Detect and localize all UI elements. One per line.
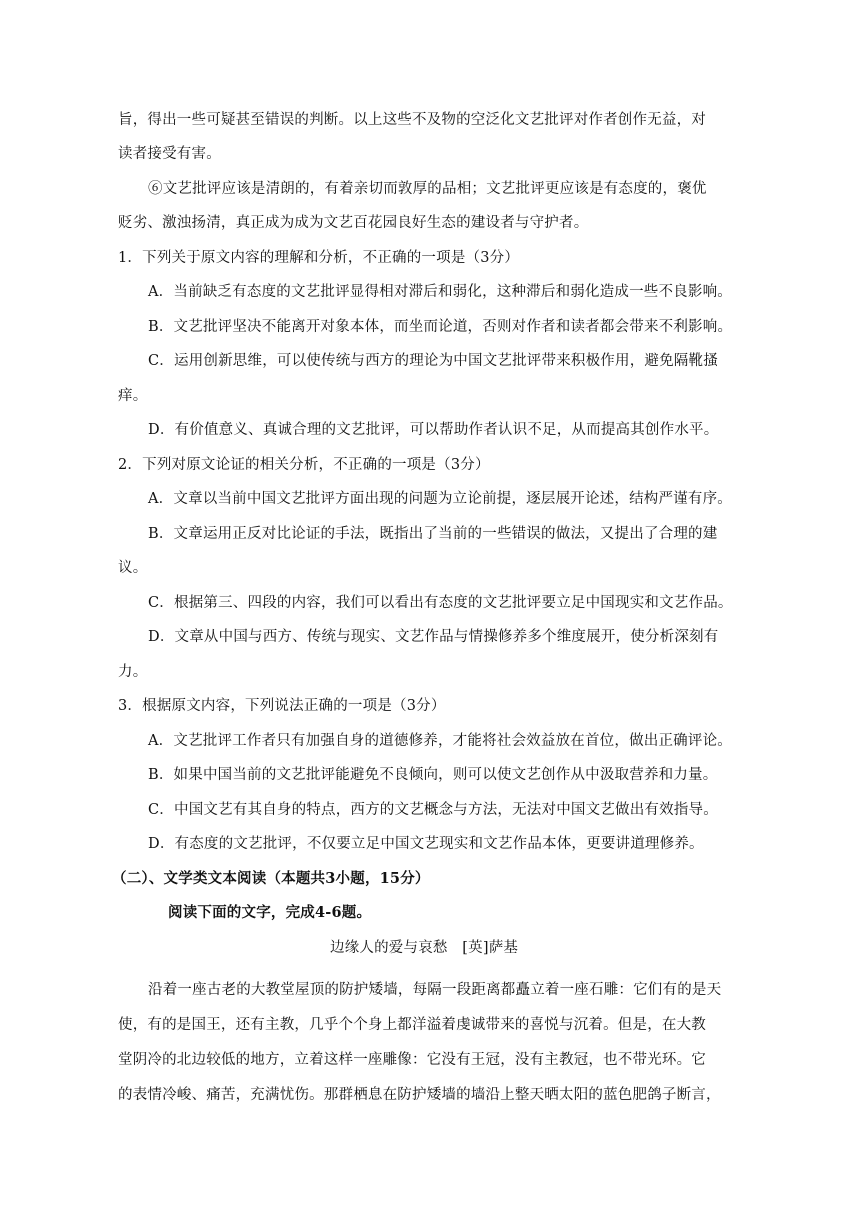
question-3-option-c: C．中国文艺有其自身的特点，西方的文艺概念与方法，无法对中国文艺做出有效指导。 <box>148 802 718 818</box>
question-2-option-b-line-2: 议。 <box>118 560 148 576</box>
question-3-option-d: D．有态度的文艺批评，不仅要立足中国文艺现实和文艺作品本体，更要讲道理修养。 <box>148 836 704 852</box>
question-1-option-c-line-2: 痒。 <box>118 388 148 404</box>
section-heading: （二）、文学类文本阅读（本题共3小题，15分） <box>112 870 430 887</box>
passage-tail-line-2: 读者接受有害。 <box>118 146 221 162</box>
paragraph-6-line-1: ⑥文艺批评应该是清朗的，有着亲切而敦厚的品相；文艺批评更应该是有态度的，褒优 <box>148 181 707 197</box>
question-1-option-c-line-1: C．运用创新思维，可以使传统与西方的理论为中国文艺批评带来积极作用，避免隔靴搔 <box>148 353 718 369</box>
paragraph-6-line-2: 贬劣、激浊扬清，真正成为成为文艺百花园良好生态的建设者与守护者。 <box>118 215 589 231</box>
question-2-option-d-line-1: D．文章从中国与西方、传统与现实、文艺作品与情操修养多个维度展开，使分析深刻有 <box>148 629 719 645</box>
question-1-stem: 1．下列关于原文内容的理解和分析，不正确的一项是（3分） <box>118 250 520 266</box>
story-line-1: 沿着一座古老的大教堂屋顶的防护矮墙，每隔一段距离都矗立着一座石雕：它们有的是天 <box>148 982 722 998</box>
section-instruction: 阅读下面的文字，完成4-6题。 <box>168 904 372 921</box>
question-1-option-d: D．有价值意义、真诚合理的文艺批评，可以帮助作者认识不足，从而提高其创作水平。 <box>148 422 719 438</box>
story-line-3: 堂阴冷的北边较低的地方，立着这样一座雕像：它没有王冠，没有主教冠，也不带光环。它 <box>118 1052 706 1068</box>
question-2-stem: 2．下列对原文论证的相关分析，不正确的一项是（3分） <box>118 457 490 473</box>
question-2-option-c: C．根据第三、四段的内容，我们可以看出有态度的文艺批评要立足中国现实和文艺作品。 <box>148 595 733 611</box>
question-1-option-a: A．当前缺乏有态度的文艺批评显得相对滞后和弱化，这种滞后和弱化造成一些不良影响。 <box>148 284 732 300</box>
question-1-option-b: B．文艺批评坚决不能离开对象本体，而坐而论道，否则对作者和读者都会带来不利影响。 <box>148 319 733 335</box>
story-line-2: 使，有的是国王，还有主教，几乎个个身上都洋溢着虔诚带来的喜悦与沉着。但是，在大教 <box>118 1017 706 1033</box>
question-2-option-a: A．文章以当前中国文艺批评方面出现的问题为立论前提，逐层展开论述，结构严谨有序。 <box>148 491 732 507</box>
story-line-4: 的表情冷峻、痛苦，充满忧伤。那群栖息在防护矮墙的墙沿上整天晒太阳的蓝色肥鸽子断言， <box>118 1087 721 1103</box>
question-2-option-b-line-1: B．文章运用正反对比论证的手法，既指出了当前的一些错误的做法，又提出了合理的建 <box>148 526 718 542</box>
passage-tail-line-1: 旨，得出一些可疑甚至错误的判断。以上这些不及物的空泛化文艺批评对作者创作无益，对 <box>118 112 706 128</box>
question-2-option-d-line-2: 力。 <box>118 664 148 680</box>
story-title: 边缘人的爱与哀愁 [英]萨基 <box>330 940 519 956</box>
question-3-option-a: A．文艺批评工作者只有加强自身的道德修养，才能将社会效益放在首位，做出正确评论。 <box>148 733 732 749</box>
question-3-stem: 3．根据原文内容，下列说法正确的一项是（3分） <box>118 698 446 714</box>
question-3-option-b: B．如果中国当前的文艺批评能避免不良倾向，则可以使文艺创作从中汲取营养和力量。 <box>148 767 718 783</box>
